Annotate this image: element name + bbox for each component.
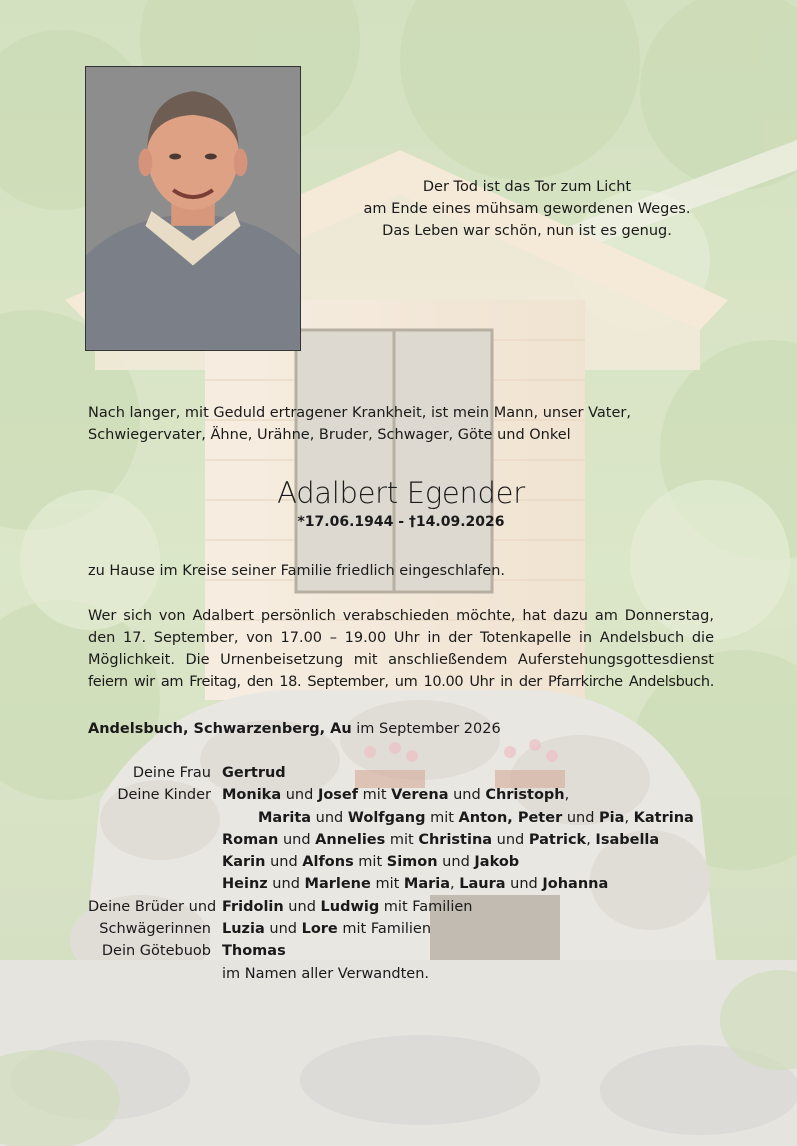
- deceased-name: Adalbert Egender: [277, 476, 525, 510]
- mourner-name: Katrina: [633, 809, 694, 826]
- mourner-connector: ,: [564, 787, 570, 804]
- mourner-name: Roman: [222, 831, 279, 848]
- mourner-name: Lore: [301, 921, 338, 938]
- mourner-connector: und: [505, 876, 543, 893]
- mourner-name: Jakob: [474, 854, 520, 871]
- mourner-name: Alfons: [302, 854, 354, 871]
- place-month: im September 2026: [351, 721, 501, 737]
- mourner-label: Schwägerinnen: [99, 921, 211, 938]
- mourner-names: [222, 807, 728, 829]
- mourner-label: [88, 963, 222, 985]
- mourner-connector: und: [492, 831, 529, 848]
- mourner-connector: und: [311, 809, 348, 826]
- mourner-row: [88, 940, 728, 962]
- mourner-name: Monika: [222, 787, 282, 804]
- mourner-row: [88, 829, 728, 851]
- mourner-name: Christoph: [485, 787, 565, 804]
- mourner-name: Annelies: [315, 831, 386, 848]
- mourner-connector: und: [283, 898, 321, 915]
- mourner-connector: mit Familien: [379, 898, 473, 915]
- mourner-row: [88, 807, 728, 829]
- mourner-names: [222, 829, 728, 851]
- mourner-row: [88, 963, 728, 985]
- mourner-name: Christina: [418, 831, 493, 848]
- mourner-row: [88, 784, 728, 806]
- mourner-connector: und: [265, 854, 303, 871]
- mourner-names: [222, 851, 728, 873]
- mourner-connector: mit: [425, 809, 459, 826]
- mourner-label: [88, 829, 222, 851]
- mourner-connector: und: [278, 831, 316, 848]
- mourner-connector: im Namen aller Verwandten.: [222, 965, 429, 982]
- mourner-connector: und: [437, 854, 475, 871]
- portrait-photo: [85, 66, 301, 351]
- mourner-connector: ,: [586, 831, 596, 848]
- mourner-label: Deine Frau: [132, 765, 211, 781]
- mourner-connector: und: [448, 787, 486, 804]
- mourner-name: Isabella: [595, 831, 660, 848]
- mourner-connector: und: [281, 787, 318, 804]
- mourner-name: Marita: [258, 809, 312, 826]
- mourner-row: [88, 762, 728, 784]
- mourner-name: Fridolin: [222, 898, 284, 915]
- intro-line: Nach langer, mit Geduld ertragener Krankheit, ist mein Mann, unser Vater,: [88, 405, 631, 421]
- mourner-name: Karin: [222, 854, 266, 871]
- mourner-name: Josef: [317, 787, 359, 804]
- mourner-connector: mit: [385, 831, 419, 848]
- farewell-text: [88, 605, 714, 693]
- mourner-row: [88, 896, 728, 918]
- mourner-row: [88, 873, 728, 895]
- mourner-label: [88, 807, 222, 829]
- mourner-label: [88, 851, 222, 873]
- mourner-names: [222, 896, 728, 918]
- mourner-connector: mit: [370, 876, 404, 893]
- poem-line: am Ende eines mühsam gewordenen Weges.: [363, 201, 691, 217]
- mourner-names: [222, 940, 728, 962]
- mourner-name: Anton, Peter: [458, 809, 563, 826]
- mourner-label: Deine Brüder und: [88, 898, 217, 915]
- poem-line: Der Tod ist das Tor zum Licht: [422, 179, 632, 195]
- mourner-name: Maria: [403, 876, 451, 893]
- mourner-names: [222, 873, 728, 895]
- mourner-name: Johanna: [542, 876, 609, 893]
- mourner-name: Pia: [599, 809, 625, 826]
- mourner-connector: mit: [358, 787, 392, 804]
- mourner-row: [88, 918, 728, 940]
- farewell-line: Möglichkeit. Die Urnenbeisetzung mit anschließendem Auferstehungsgottesdienst: [88, 652, 714, 668]
- mourner-names: [222, 963, 728, 985]
- mourner-names: [222, 918, 728, 940]
- intro-text: [88, 402, 714, 446]
- mourner-name: Verena: [391, 787, 449, 804]
- farewell-line: feiern wir am Freitag, den 18. September, um 10.00 Uhr in der Pfarrkirche Andelsbuch.: [88, 674, 714, 690]
- farewell-line: Wer sich von Adalbert persönlich verabschieden möchte, hat dazu am Donnerstag,: [88, 608, 714, 624]
- mourner-name: Heinz: [222, 876, 268, 893]
- mourner-name: Thomas: [222, 943, 286, 960]
- mourner-connector: mit: [353, 854, 387, 871]
- life-dates: *17.06.1944 - †14.09.2026: [297, 514, 505, 530]
- mourner-names: [222, 784, 728, 806]
- poem: [330, 176, 724, 242]
- mourner-connector: mit Familien: [337, 921, 432, 938]
- mourner-name: Ludwig: [320, 898, 380, 915]
- mourner-name: Gertrud: [222, 765, 286, 781]
- poem-line: Das Leben war schön, nun ist es genug.: [382, 223, 672, 239]
- mourner-connector: und: [264, 921, 302, 938]
- mourner-name: Patrick: [528, 831, 587, 848]
- mourner-label: [88, 873, 222, 895]
- mourner-name: Marlene: [304, 876, 371, 893]
- mourner-name: Wolfgang: [347, 809, 426, 826]
- intro-line: Schwiegervater, Ähne, Urähne, Bruder, Schwager, Göte und Onkel: [88, 427, 571, 443]
- place-towns: Andelsbuch, Schwarzenberg, Au: [88, 721, 352, 737]
- mourner-row: [88, 851, 728, 873]
- place-date: [88, 718, 714, 740]
- farewell-line: den 17. September, von 17.00 – 19.00 Uhr in der Totenkapelle in Andelsbuch die: [88, 630, 714, 646]
- mourner-name: Simon: [386, 854, 438, 871]
- mourner-connector: ,: [450, 876, 460, 893]
- mourner-names: [222, 762, 728, 784]
- passed-text: zu Hause im Kreise seiner Familie friedlich eingeschlafen.: [88, 563, 506, 579]
- mourner-connector: und: [562, 809, 600, 826]
- mourner-label: Dein Götebuob: [101, 943, 211, 960]
- mourner-name: Laura: [459, 876, 506, 893]
- mourner-connector: ,: [624, 809, 634, 826]
- mourners-list: [88, 762, 728, 985]
- mourner-label: Deine Kinder: [117, 787, 211, 804]
- mourner-name: Luzia: [222, 921, 265, 938]
- mourner-connector: und: [267, 876, 305, 893]
